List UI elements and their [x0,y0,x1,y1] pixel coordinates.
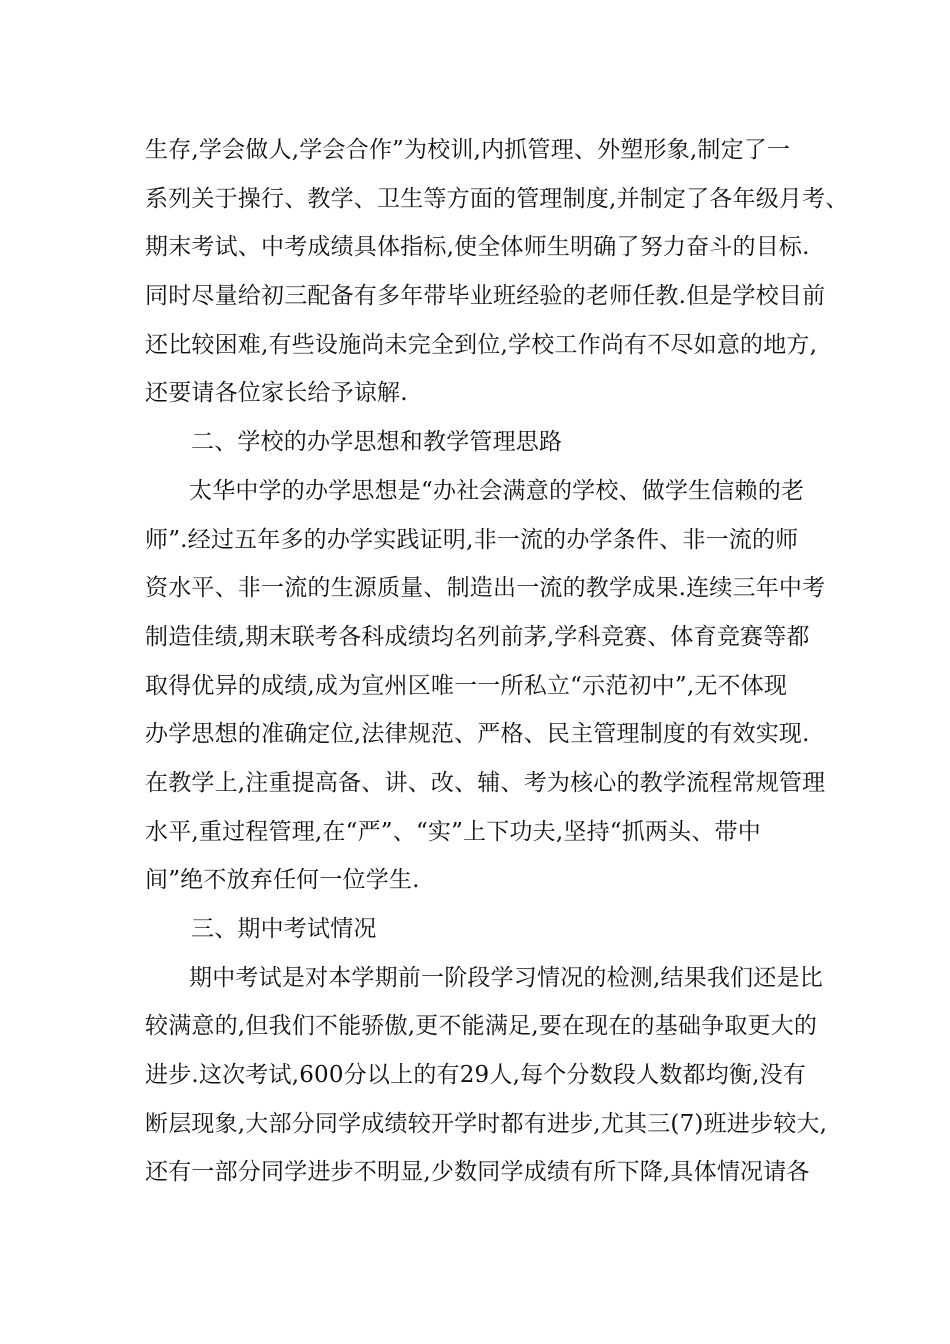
paragraph-line: 水平,重过程管理,在“严”、“实”上下功夫,坚持“抓两头、带中 [145,818,761,845]
paragraph-line: 较满意的,但我们不能骄傲,更不能满足,要在现在的基础争取更大的 [145,1013,818,1040]
section-heading: 二、学校的办学思想和教学管理思路 [191,429,563,456]
paragraph-line: 进步.这次考试,600分以上的有29人,每个分数段人数都均衡,没有 [145,1062,807,1089]
paragraph-line: 还有一部分同学进步不明显,少数同学成绩有所下降,具体情况请各 [145,1159,810,1186]
paragraph-line: 太华中学的办学思想是“办社会满意的学校、做学生信赖的老 [189,477,805,504]
document-body [145,126,849,1197]
paragraph-line: 生存,学会做人,学会合作”为校训,内抓管理、外塑形象,制定了一 [145,137,791,163]
paragraph-line: 取得优异的成绩,成为宣州区唯一一所私立“示范初中”,无不体现 [145,672,788,699]
paragraph-line: 同时尽量给初三配备有多年带毕业班经验的老师任教.但是学校目前 [145,283,826,310]
paragraph-line: 资水平、非一流的生源质量、制造出一流的教学成果.连续三年中考 [145,575,826,602]
section-heading: 三、期中考试情况 [191,916,377,942]
paragraph-line: 师”.经过五年多的办学实践证明,非一流的办学条件、非一流的师 [145,526,799,553]
paragraph-line: 办学思想的准确定位,法律规范、严格、民主管理制度的有效实现. [145,721,810,748]
paragraph-line: 断层现象,大部分同学成绩较开学时都有进步,尤其三(7)班进步较大, [145,1110,828,1137]
paragraph-line: 期末考试、中考成绩具体指标,使全体师生明确了努力奋斗的目标. [145,234,810,261]
paragraph-line: 系列关于操行、教学、卫生等方面的管理制度,并制定了各年级月考、 [145,185,849,212]
paragraph-line: 还比较困难,有些设施尚未完全到位,学校工作尚有不尽如意的地方, [145,331,818,358]
paragraph-line: 制造佳绩,期末联考各科成绩均名列前茅,学科竞赛、体育竞赛等都 [145,623,810,650]
paragraph-line: 还要请各位家长给予谅解. [145,380,408,407]
paragraph-line: 在教学上,注重提高备、讲、改、辅、考为核心的教学流程常规管理 [145,769,826,796]
paragraph-line: 期中考试是对本学期前一阶段学习情况的检测,结果我们还是比 [189,964,823,991]
paragraph-line: 间”绝不放弃任何一位学生. [145,867,420,894]
